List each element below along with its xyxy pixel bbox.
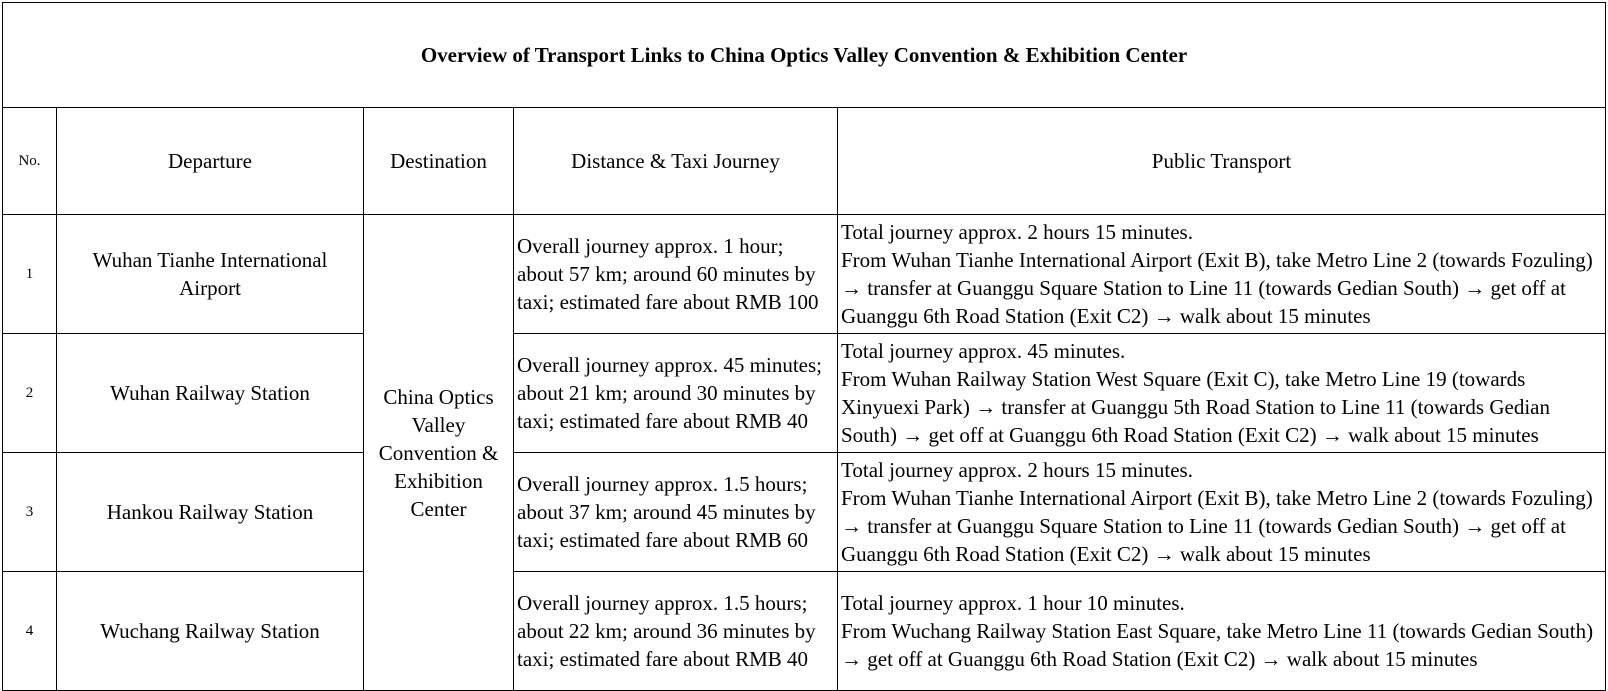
title-row bbox=[3, 3, 1606, 108]
table-row bbox=[3, 572, 1606, 691]
public-route: From Wuhan Railway Station West Square (Exit C), take Metro Line 19 (towards Xinyuexi Park) → transfer at Guanggu 5th Road Station to Line 11 (towards Gedian South) → get off at Guanggu 6th Road Station (Exit C2) → walk about 15 minutes bbox=[841, 367, 1550, 447]
row-number: 3 bbox=[3, 453, 57, 572]
row-number: 4 bbox=[3, 572, 57, 691]
public-transport-cell bbox=[838, 572, 1606, 691]
public-total: Total journey approx. 45 minutes. bbox=[841, 339, 1126, 363]
public-transport-cell bbox=[838, 453, 1606, 572]
table-row bbox=[3, 334, 1606, 453]
public-route: From Wuhan Tianhe International Airport (Exit B), take Metro Line 2 (towards Fozuling) → transfer at Guanggu Square Station to Line 11 (towards Gedian South) → get off at Guanggu 6th Road Station (Exit C2) → walk about 15 minutes bbox=[841, 486, 1593, 566]
header-no: No. bbox=[3, 108, 57, 215]
public-total: Total journey approx. 2 hours 15 minutes. bbox=[841, 458, 1193, 482]
transport-table bbox=[2, 2, 1606, 691]
taxi-cell: Overall journey approx. 1.5 hours; about 37 km; around 45 minutes by taxi; estimated fare about RMB 60 bbox=[514, 453, 838, 572]
table-title: Overview of Transport Links to China Optics Valley Convention & Exhibition Center bbox=[3, 3, 1606, 108]
public-route: From Wuhan Tianhe International Airport (Exit B), take Metro Line 2 (towards Fozuling) → transfer at Guanggu Square Station to Line 11 (towards Gedian South) → get off at Guanggu 6th Road Station (Exit C2) → walk about 15 minutes bbox=[841, 248, 1593, 328]
public-transport-cell bbox=[838, 334, 1606, 453]
destination-cell: China Optics Valley Convention & Exhibition Center bbox=[364, 215, 514, 691]
departure-cell: Hankou Railway Station bbox=[57, 453, 364, 572]
header-departure: Departure bbox=[57, 108, 364, 215]
table-row bbox=[3, 215, 1606, 334]
header-row bbox=[3, 108, 1606, 215]
header-taxi: Distance & Taxi Journey bbox=[514, 108, 838, 215]
taxi-cell: Overall journey approx. 1.5 hours; about 22 km; around 36 minutes by taxi; estimated fare about RMB 40 bbox=[514, 572, 838, 691]
public-total: Total journey approx. 1 hour 10 minutes. bbox=[841, 591, 1185, 615]
departure-cell: Wuhan Tianhe International Airport bbox=[57, 215, 364, 334]
public-route: From Wuchang Railway Station East Square, take Metro Line 11 (towards Gedian South) → get off at Guanggu 6th Road Station (Exit C2) → walk about 15 minutes bbox=[841, 619, 1594, 671]
public-total: Total journey approx. 2 hours 15 minutes. bbox=[841, 220, 1193, 244]
row-number: 2 bbox=[3, 334, 57, 453]
table-row bbox=[3, 453, 1606, 572]
public-transport-cell bbox=[838, 215, 1606, 334]
departure-cell: Wuchang Railway Station bbox=[57, 572, 364, 691]
taxi-cell: Overall journey approx. 1 hour; about 57 km; around 60 minutes by taxi; estimated fare about RMB 100 bbox=[514, 215, 838, 334]
header-public-transport: Public Transport bbox=[838, 108, 1606, 215]
header-destination: Destination bbox=[364, 108, 514, 215]
taxi-cell: Overall journey approx. 45 minutes; about 21 km; around 30 minutes by taxi; estimated fare about RMB 40 bbox=[514, 334, 838, 453]
row-number: 1 bbox=[3, 215, 57, 334]
departure-cell: Wuhan Railway Station bbox=[57, 334, 364, 453]
